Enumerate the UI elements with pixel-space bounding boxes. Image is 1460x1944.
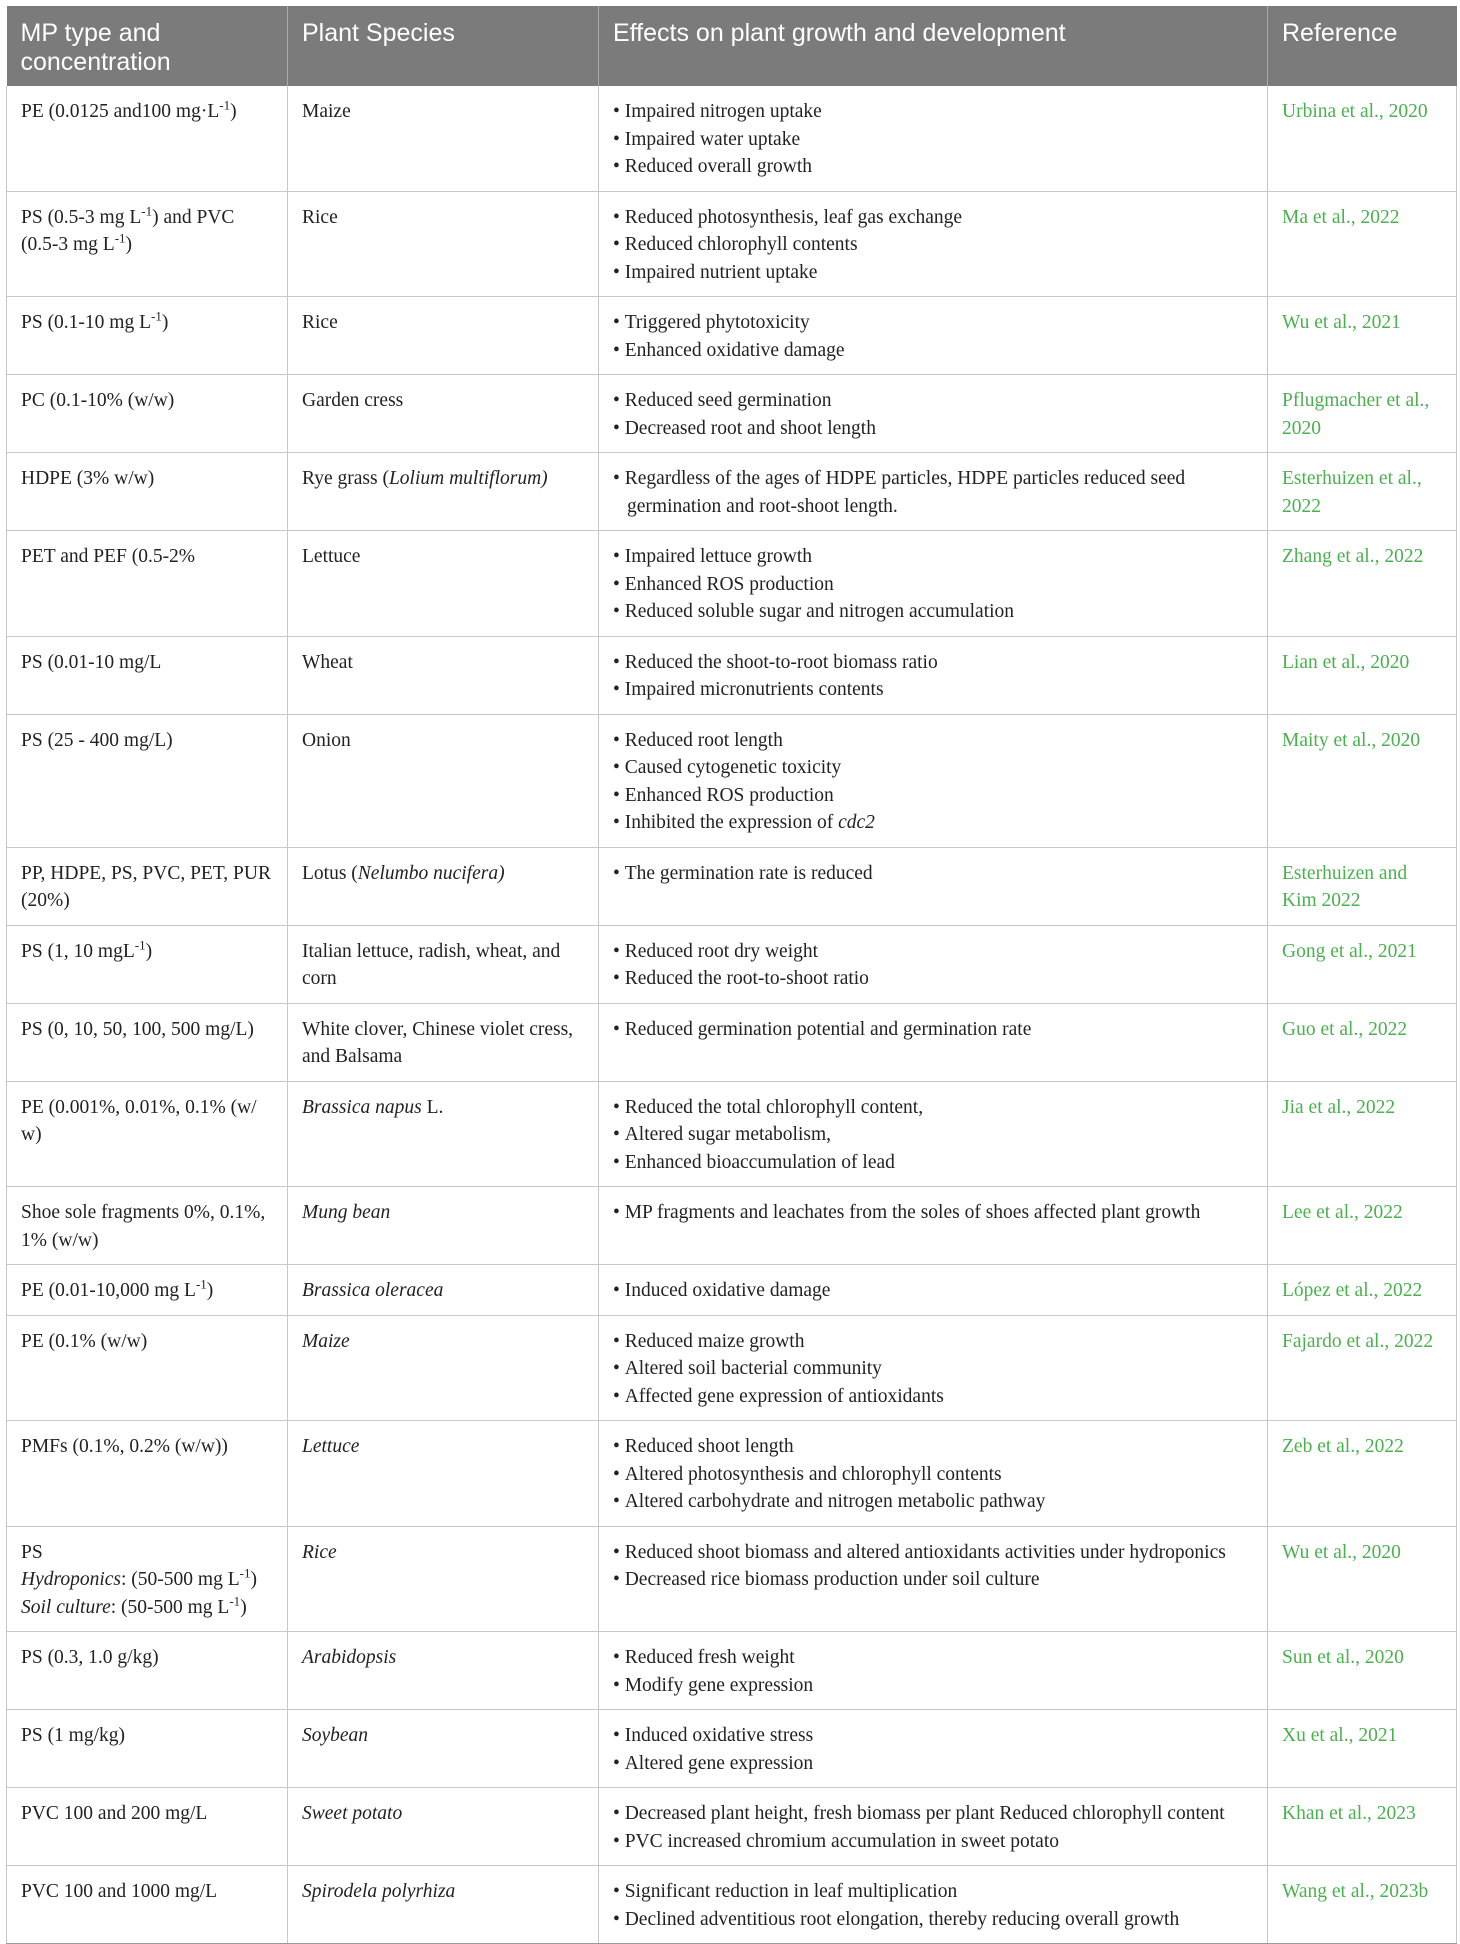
effect-bullet-item: • Inhibited the expression of cdc2 (613, 809, 1253, 837)
cell-effects (599, 1632, 1268, 1710)
cell-plant-species: Maize (288, 1315, 599, 1421)
reference-link[interactable]: Urbina et al., 2020 (1268, 86, 1457, 191)
effect-bullet-item: • Reduced the total chlorophyll content, (613, 1094, 1253, 1122)
effect-bullet-item: • Declined adventitious root elongation, thereby reducing overall growth (613, 1906, 1253, 1934)
effect-bullet-item: • Reduced germination potential and germination rate (613, 1016, 1253, 1044)
table-row (7, 1632, 1457, 1710)
table-container (6, 6, 1456, 1944)
effect-bullet-item: • Altered carbohydrate and nitrogen metabolic pathway (613, 1488, 1253, 1516)
effect-bullet-item: • Reduced maize growth (613, 1328, 1253, 1356)
reference-link[interactable]: López et al., 2022 (1268, 1265, 1457, 1316)
cell-plant-species: White clover, Chinese violet cress, and Balsama (288, 1003, 599, 1081)
cell-mp-type: Shoe sole fragments 0%, 0.1%, 1% (w/w) (7, 1187, 288, 1265)
cell-plant-species: Rice (288, 1526, 599, 1632)
cell-plant-species: Brassica oleracea (288, 1265, 599, 1316)
mp-type-line: Soil culture: (50-500 mg $L^{-1}$) (21, 1593, 247, 1618)
reference-link[interactable]: Ma et al., 2022 (1268, 191, 1457, 297)
effect-bullet-item: • Induced oxidative damage (613, 1277, 1253, 1305)
effect-bullet-item: • Reduced overall growth (613, 153, 1253, 181)
table-row (7, 1866, 1457, 1944)
effect-bullet-item: • Impaired nutrient uptake (613, 259, 1253, 287)
reference-link[interactable]: Guo et al., 2022 (1268, 1003, 1457, 1081)
cell-mp-type: PS (25 - 400 mg/L) (7, 714, 288, 847)
table-row (7, 1265, 1457, 1316)
reference-link[interactable]: Khan et al., 2023 (1268, 1788, 1457, 1866)
effect-bullet-item: • Decreased root and shoot length (613, 415, 1253, 443)
cell-effects (599, 1265, 1268, 1316)
header-reference: Reference (1268, 6, 1457, 86)
table-row (7, 1421, 1457, 1527)
cell-plant-species: Italian lettuce, radish, wheat, and corn (288, 925, 599, 1003)
table-row (7, 453, 1457, 531)
effect-bullet-item: • Impaired nitrogen uptake (613, 98, 1253, 126)
reference-link[interactable]: Gong et al., 2021 (1268, 925, 1457, 1003)
cell-effects (599, 1788, 1268, 1866)
table-body (7, 86, 1457, 1944)
effect-bullet-item: • Enhanced ROS production (613, 782, 1253, 810)
effect-bullet-item: • Enhanced bioaccumulation of lead (613, 1149, 1253, 1177)
cell-effects (599, 636, 1268, 714)
effect-bullet-item: • Enhanced ROS production (613, 571, 1253, 599)
cell-effects (599, 191, 1268, 297)
effect-bullet-item: • Affected gene expression of antioxidants (613, 1383, 1253, 1411)
cell-mp-type: PS (1, 10 mgL$^{-1}$) (7, 925, 288, 1003)
table-row (7, 1710, 1457, 1788)
table-row (7, 1526, 1457, 1632)
cell-mp-type: PE (0.1% (w/w) (7, 1315, 288, 1421)
mp-type-line: Hydroponics: (50-500 mg $L^{-1}$) (21, 1565, 257, 1590)
effect-bullet-item: • MP fragments and leachates from the soles of shoes affected plant growth (613, 1199, 1253, 1227)
table-row (7, 1003, 1457, 1081)
cell-effects (599, 1315, 1268, 1421)
table-row (7, 847, 1457, 925)
cell-mp-type: PS (1 mg/kg) (7, 1710, 288, 1788)
table-header (7, 6, 1457, 86)
cell-effects (599, 531, 1268, 637)
mp-effects-table (6, 6, 1457, 1944)
effect-bullet-item: • The germination rate is reduced (613, 860, 1253, 888)
cell-mp-type: PS (0.3, 1.0 g/kg) (7, 1632, 288, 1710)
cell-mp-type: HDPE (3% w/w) (7, 453, 288, 531)
effect-bullet-item: • Reduced the root-to-shoot ratio (613, 965, 1253, 993)
cell-plant-species: Rice (288, 297, 599, 375)
cell-mp-type: PET and PEF (0.5-2% (7, 531, 288, 637)
table-row (7, 191, 1457, 297)
effect-bullet-item: • Enhanced oxidative damage (613, 337, 1253, 365)
effect-bullet-item: • Reduced photosynthesis, leaf gas exchange (613, 204, 1253, 232)
effect-bullet-item: • Reduced soluble sugar and nitrogen accumulation (613, 598, 1253, 626)
cell-effects (599, 1421, 1268, 1527)
reference-link[interactable]: Wu et al., 2021 (1268, 297, 1457, 375)
header-row (7, 6, 1457, 86)
cell-effects (599, 1003, 1268, 1081)
cell-plant-species: Sweet potato (288, 1788, 599, 1866)
cell-mp-type: PVC 100 and 200 mg/L (7, 1788, 288, 1866)
cell-plant-species: Garden cress (288, 375, 599, 453)
effect-bullet-item: • Reduced shoot biomass and altered antioxidants activities under hydroponics (613, 1539, 1253, 1567)
cell-effects (599, 375, 1268, 453)
table-row (7, 86, 1457, 191)
effect-bullet-item: • Altered gene expression (613, 1750, 1253, 1778)
effect-bullet-item: • Reduced the shoot-to-root biomass ratio (613, 649, 1253, 677)
effect-bullet-item: • Significant reduction in leaf multiplication (613, 1878, 1253, 1906)
effect-bullet-item: • Triggered phytotoxicity (613, 309, 1253, 337)
cell-effects (599, 297, 1268, 375)
cell-plant-species: Wheat (288, 636, 599, 714)
cell-plant-species: Onion (288, 714, 599, 847)
cell-effects (599, 1866, 1268, 1944)
cell-mp-type: PMFs (0.1%, 0.2% (w/w)) (7, 1421, 288, 1527)
reference-link[interactable]: Xu et al., 2021 (1268, 1710, 1457, 1788)
header-plant-species: Plant Species (288, 6, 599, 86)
reference-link[interactable]: Zeb et al., 2022 (1268, 1421, 1457, 1527)
cell-plant-species: Maize (288, 86, 599, 191)
cell-mp-type: PC (0.1-10% (w/w) (7, 375, 288, 453)
table-row (7, 925, 1457, 1003)
table-row (7, 375, 1457, 453)
header-mp-type: MP type and concentration (7, 6, 288, 86)
cell-plant-species: Rice (288, 191, 599, 297)
effect-bullet-item: • Regardless of the ages of HDPE particles, HDPE particles reduced seed germination and root-shoot length. (613, 465, 1253, 520)
table-row (7, 1081, 1457, 1187)
cell-plant-species: Lettuce (288, 1421, 599, 1527)
effect-bullet-item: • Reduced shoot length (613, 1433, 1253, 1461)
reference-link[interactable]: Zhang et al., 2022 (1268, 531, 1457, 637)
table-row (7, 1187, 1457, 1265)
cell-effects (599, 714, 1268, 847)
cell-effects (599, 1526, 1268, 1632)
cell-plant-species: Brassica napus L. (288, 1081, 599, 1187)
cell-plant-species: Lettuce (288, 531, 599, 637)
effect-bullet-item: • Caused cytogenetic toxicity (613, 754, 1253, 782)
cell-plant-species: Rye grass (Lolium multiflorum) (288, 453, 599, 531)
cell-mp-type: PE (0.0125 and100 $mg\cdot L^{-1}$) (7, 86, 288, 191)
cell-mp-type: PS (0.5-3 mg $L^{-1}$) and PVC (0.5-3 mg $L^{-1}$) (7, 191, 288, 297)
effect-bullet-item: • Reduced root length (613, 727, 1253, 755)
cell-mp-type: PS (0, 10, 50, 100, 500 mg/L) (7, 1003, 288, 1081)
table-row (7, 1788, 1457, 1866)
table-row (7, 297, 1457, 375)
table-row (7, 714, 1457, 847)
effect-bullet-item: • Altered photosynthesis and chlorophyll contents (613, 1461, 1253, 1489)
effect-bullet-item: • Altered sugar metabolism, (613, 1121, 1253, 1149)
reference-link[interactable]: Jia et al., 2022 (1268, 1081, 1457, 1187)
reference-link[interactable]: Esterhuizen et al., 2022 (1268, 453, 1457, 531)
reference-link[interactable]: Fajardo et al., 2022 (1268, 1315, 1457, 1421)
cell-plant-species: Soybean (288, 1710, 599, 1788)
reference-link[interactable]: Sun et al., 2020 (1268, 1632, 1457, 1710)
effect-bullet-item: • Altered soil bacterial community (613, 1355, 1253, 1383)
reference-link[interactable]: Maity et al., 2020 (1268, 714, 1457, 847)
effect-bullet-item: • Decreased plant height, fresh biomass per plant Reduced chlorophyll content (613, 1800, 1253, 1828)
cell-mp-type: PS (0.1-10 mg $L^{-1}$) (7, 297, 288, 375)
reference-link[interactable]: Wu et al., 2020 (1268, 1526, 1457, 1632)
table-row (7, 636, 1457, 714)
reference-link[interactable]: Wang et al., 2023b (1268, 1866, 1457, 1944)
header-effects: Effects on plant growth and development (599, 6, 1268, 86)
cell-effects (599, 1081, 1268, 1187)
cell-effects (599, 1187, 1268, 1265)
cell-mp-type: PP, HDPE, PS, PVC, PET, PUR (20%) (7, 847, 288, 925)
cell-plant-species: Arabidopsis (288, 1632, 599, 1710)
reference-link[interactable]: Pflugmacher et al., 2020 (1268, 375, 1457, 453)
cell-mp-type: PE (0.001%, 0.01%, 0.1% (w/ w) (7, 1081, 288, 1187)
cell-mp-type: PVC 100 and 1000 mg/L (7, 1866, 288, 1944)
reference-link[interactable]: Lian et al., 2020 (1268, 636, 1457, 714)
cell-plant-species: Lotus (Nelumbo nucifera) (288, 847, 599, 925)
effect-bullet-item: • Modify gene expression (613, 1672, 1253, 1700)
cell-mp-type: PS (0.01-10 mg/L (7, 636, 288, 714)
reference-link[interactable]: Lee et al., 2022 (1268, 1187, 1457, 1265)
effect-bullet-item: • Reduced seed germination (613, 387, 1253, 415)
effect-bullet-item: • Reduced chlorophyll contents (613, 231, 1253, 259)
reference-link[interactable]: Esterhuizen and Kim 2022 (1268, 847, 1457, 925)
effect-bullet-item: • Induced oxidative stress (613, 1722, 1253, 1750)
mp-type-line: PS (21, 1541, 43, 1563)
effect-bullet-item: • Impaired lettuce growth (613, 543, 1253, 571)
effect-bullet-item: • Decreased rice biomass production under soil culture (613, 1566, 1253, 1594)
cell-mp-type (7, 1526, 288, 1632)
effect-bullet-item: • Reduced fresh weight (613, 1644, 1253, 1672)
effect-bullet-item: • Reduced root dry weight (613, 938, 1253, 966)
cell-effects (599, 86, 1268, 191)
cell-plant-species: Mung bean (288, 1187, 599, 1265)
table-row (7, 531, 1457, 637)
cell-effects (599, 453, 1268, 531)
effect-bullet-item: • Impaired micronutrients contents (613, 676, 1253, 704)
cell-effects (599, 1710, 1268, 1788)
effect-bullet-item: • PVC increased chromium accumulation in sweet potato (613, 1828, 1253, 1856)
cell-plant-species: Spirodela polyrhiza (288, 1866, 599, 1944)
table-row (7, 1315, 1457, 1421)
effect-bullet-item: • Impaired water uptake (613, 126, 1253, 154)
cell-effects (599, 925, 1268, 1003)
cell-effects (599, 847, 1268, 925)
cell-mp-type: PE (0.01-10,000 mg $L^{-1}$) (7, 1265, 288, 1316)
